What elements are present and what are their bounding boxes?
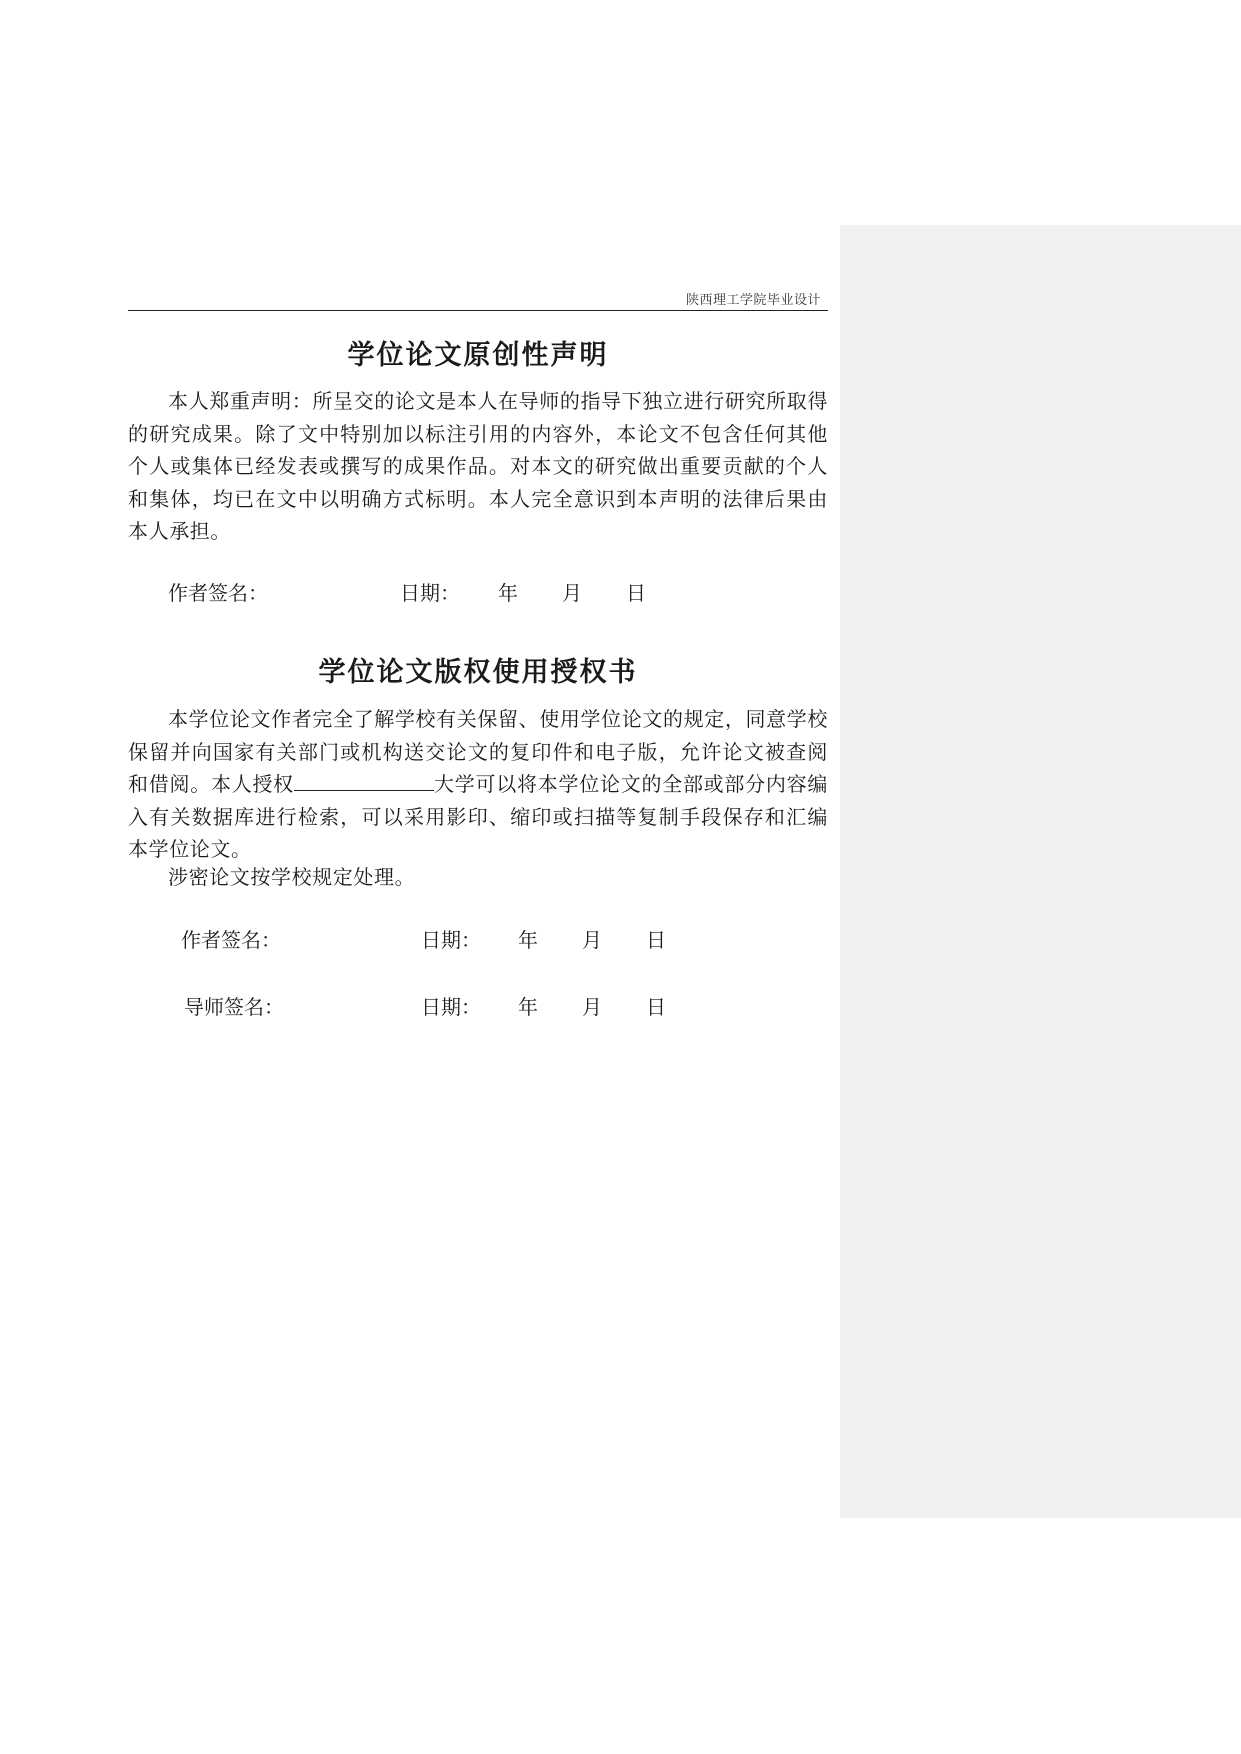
author-signature-label: 作者签名： [181,928,281,952]
originality-body: 本人郑重声明：所呈交的论文是本人在导师的指导下独立进行研究所取得的研究成果。除了文中特别加以标注引用的内容外，本论文不包含任何其他个人或集体已经发表或撰写的成果作品。对本文的研究做出重要贡献的个人和集体，均已在文中以明确方式标明。本人完全意识到本声明的法律后果由本人承担。 [128,389,828,543]
day-label: 日 [646,928,666,952]
running-header: 陕西理工学院毕业设计 [686,293,822,308]
header-rule [128,310,828,311]
university-blank [294,772,434,791]
month-label: 月 [562,581,582,605]
originality-title: 学位论文原创性声明 [347,340,609,371]
year-label: 年 [518,995,538,1019]
copyright-body-part1: 本学位论文作者完全了解学校有关保留、使用学位论文的规定，同意学校保留并向国家有关部门或机构送交论文的复印件和电子版，允许论文被查阅和借阅。本人授权 [128,707,828,796]
copyright-title: 学位论文版权使用授权书 [318,657,638,688]
comment-pane [840,225,1241,1518]
author-signature-label: 作者签名： [168,581,268,605]
day-label: 日 [626,581,646,605]
supervisor-signature-label: 导师签名： [184,995,284,1019]
year-label: 年 [498,581,518,605]
date-label: 日期： [421,928,481,952]
day-label: 日 [646,995,666,1019]
secret-note: 涉密论文按学校规定处理。 [168,865,416,889]
month-label: 月 [582,995,602,1019]
date-label: 日期： [400,581,460,605]
month-label: 月 [582,928,602,952]
year-label: 年 [518,928,538,952]
date-label: 日期： [421,995,481,1019]
copyright-body-part2: 大学可以将本学位论文的全部或部分内容编入有关数据库进行检索，可以采用影印、缩印或扫描等复制手段保存和汇编本学位论文。 [128,772,828,861]
copyright-body [128,703,828,866]
